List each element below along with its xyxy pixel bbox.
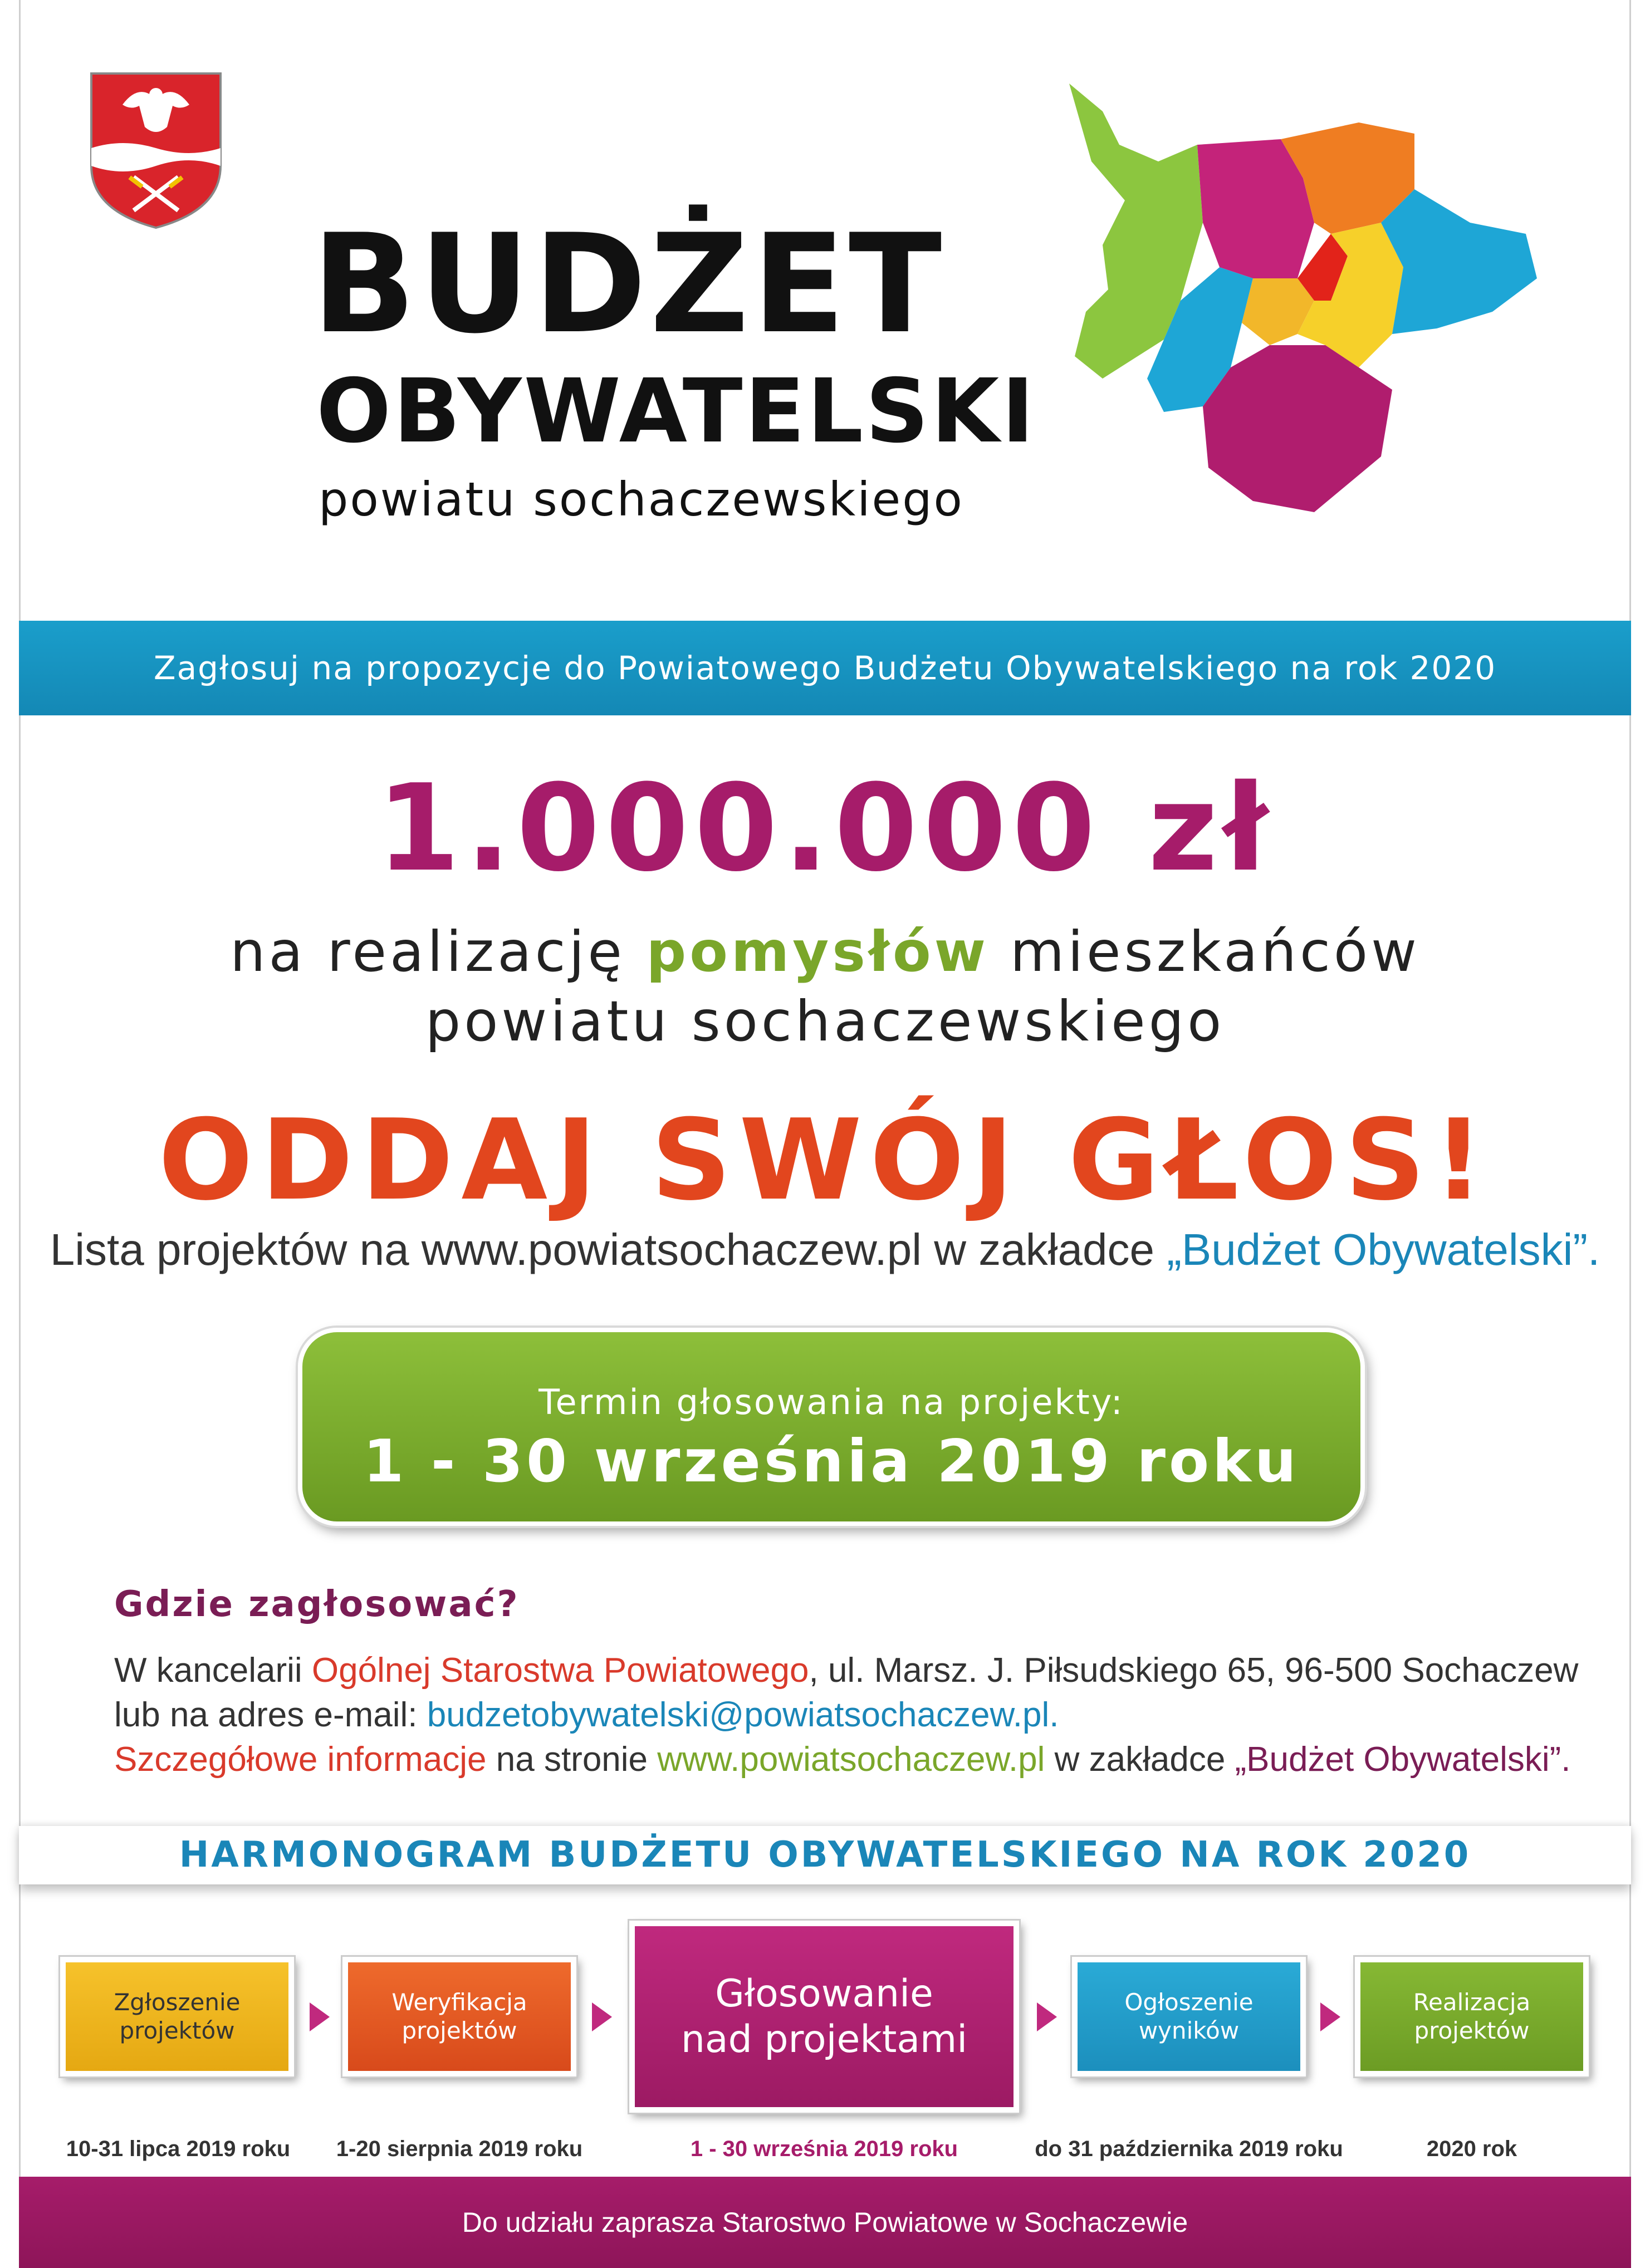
step-results bbox=[1072, 1957, 1306, 2076]
step-verification-line1: Weryfikacja bbox=[391, 1989, 527, 2016]
arrow-right-icon bbox=[1037, 2002, 1057, 2031]
website-link[interactable]: www.powiatsochaczew.pl bbox=[657, 1740, 1045, 1779]
step-results-line1: Ogłoszenie bbox=[1124, 1989, 1254, 2016]
step-realization bbox=[1355, 1957, 1589, 2076]
budget-amount: 1.000.000 zł bbox=[376, 758, 1274, 898]
details-tab-pre: w zakładce bbox=[1045, 1740, 1235, 1779]
step-voting-date: 1 - 30 września 2019 roku bbox=[690, 2137, 958, 2161]
vote-banner-text: Zagłosuj na propozycje do Powiatowego Budżetu Obywatelskiego na rok 2020 bbox=[153, 649, 1497, 687]
step-verification bbox=[342, 1957, 576, 2076]
step-results-date: do 31 października 2019 roku bbox=[1035, 2137, 1343, 2161]
step-submission-line1: Zgłoszenie bbox=[114, 1989, 241, 2016]
step-voting-line2: nad projektami bbox=[680, 2017, 968, 2061]
email-link[interactable]: budzetobywatelski@powiatsochaczew.pl. bbox=[427, 1696, 1059, 1734]
arrow-right-icon bbox=[592, 2002, 612, 2031]
arrow-right-icon bbox=[1320, 2002, 1340, 2031]
where-heading: Gdzie zagłosować? bbox=[114, 1584, 520, 1625]
schedule-title: HARMONOGRAM BUDŻETU OBYWATELSKIEGO NA ROK 2020 bbox=[179, 1834, 1471, 1876]
step-realization-line2: projektów bbox=[1414, 2016, 1530, 2044]
description-highlight: pomysłów bbox=[646, 919, 990, 984]
step-realization-date: 2020 rok bbox=[1426, 2137, 1517, 2161]
voting-term-label: Termin głosowania na projekty: bbox=[538, 1382, 1124, 1422]
details-tab: „Budżet Obywatelski”. bbox=[1235, 1740, 1571, 1779]
where-office: Ogólnej Starostwa Powiatowego bbox=[311, 1651, 809, 1690]
step-voting-line1: Głosowanie bbox=[715, 1971, 933, 2016]
call-to-action: ODDAJ SWÓJ GŁOS! bbox=[158, 1096, 1492, 1225]
where-line3 bbox=[114, 1742, 1571, 1777]
where-line1-pre: W kancelarii bbox=[114, 1651, 312, 1690]
details-mid: na stronie bbox=[486, 1740, 658, 1779]
where-address: , ul. Marsz. J. Piłsudskiego 65, 96-500 Sochaczew bbox=[809, 1651, 1579, 1690]
title-obywatelski: OBYWATELSKI bbox=[316, 360, 1037, 463]
voting-term-box bbox=[298, 1328, 1365, 1526]
step-verification-line2: projektów bbox=[402, 2016, 517, 2044]
arrow-right-icon bbox=[310, 2002, 330, 2031]
step-voting bbox=[629, 1921, 1019, 2113]
where-line2-pre: lub na adres e-mail: bbox=[114, 1696, 427, 1734]
coat-of-arms-icon bbox=[89, 71, 223, 230]
step-realization-line1: Realizacja bbox=[1413, 1989, 1531, 2016]
title-budzet: BUDŻET bbox=[312, 205, 946, 364]
voting-term-dates: 1 - 30 września 2019 roku bbox=[363, 1427, 1300, 1495]
vote-banner bbox=[19, 621, 1631, 715]
step-submission bbox=[60, 1957, 294, 2076]
where-line2 bbox=[114, 1698, 1059, 1732]
step-submission-line2: projektów bbox=[119, 2016, 235, 2044]
description-post: mieszkańców bbox=[989, 919, 1420, 984]
step-verification-date: 1-20 sierpnia 2019 roku bbox=[336, 2137, 583, 2161]
details-label: Szczegółowe informacje bbox=[114, 1740, 487, 1779]
step-results-line2: wyników bbox=[1138, 2016, 1240, 2044]
description-line2: powiatu sochaczewskiego bbox=[425, 989, 1225, 1054]
description-line1 bbox=[0, 919, 1650, 984]
projects-list-tab: „Budżet Obywatelski”. bbox=[1167, 1225, 1600, 1274]
footer-text: Do udziału zaprasza Starostwo Powiatowe w Sochaczewie bbox=[462, 2207, 1188, 2238]
projects-list-text: Lista projektów na www.powiatsochaczew.pl w zakładce bbox=[50, 1225, 1167, 1274]
description-pre: na realizację bbox=[230, 919, 647, 984]
schedule-title-bar bbox=[19, 1826, 1631, 1884]
step-submission-date: 10-31 lipca 2019 roku bbox=[66, 2137, 291, 2161]
title-subtitle: powiatu sochaczewskiego bbox=[319, 472, 964, 527]
county-map-icon bbox=[1069, 78, 1543, 562]
projects-list-info bbox=[0, 1225, 1650, 1274]
footer-bar bbox=[19, 2177, 1631, 2268]
where-line1 bbox=[114, 1653, 1578, 1688]
